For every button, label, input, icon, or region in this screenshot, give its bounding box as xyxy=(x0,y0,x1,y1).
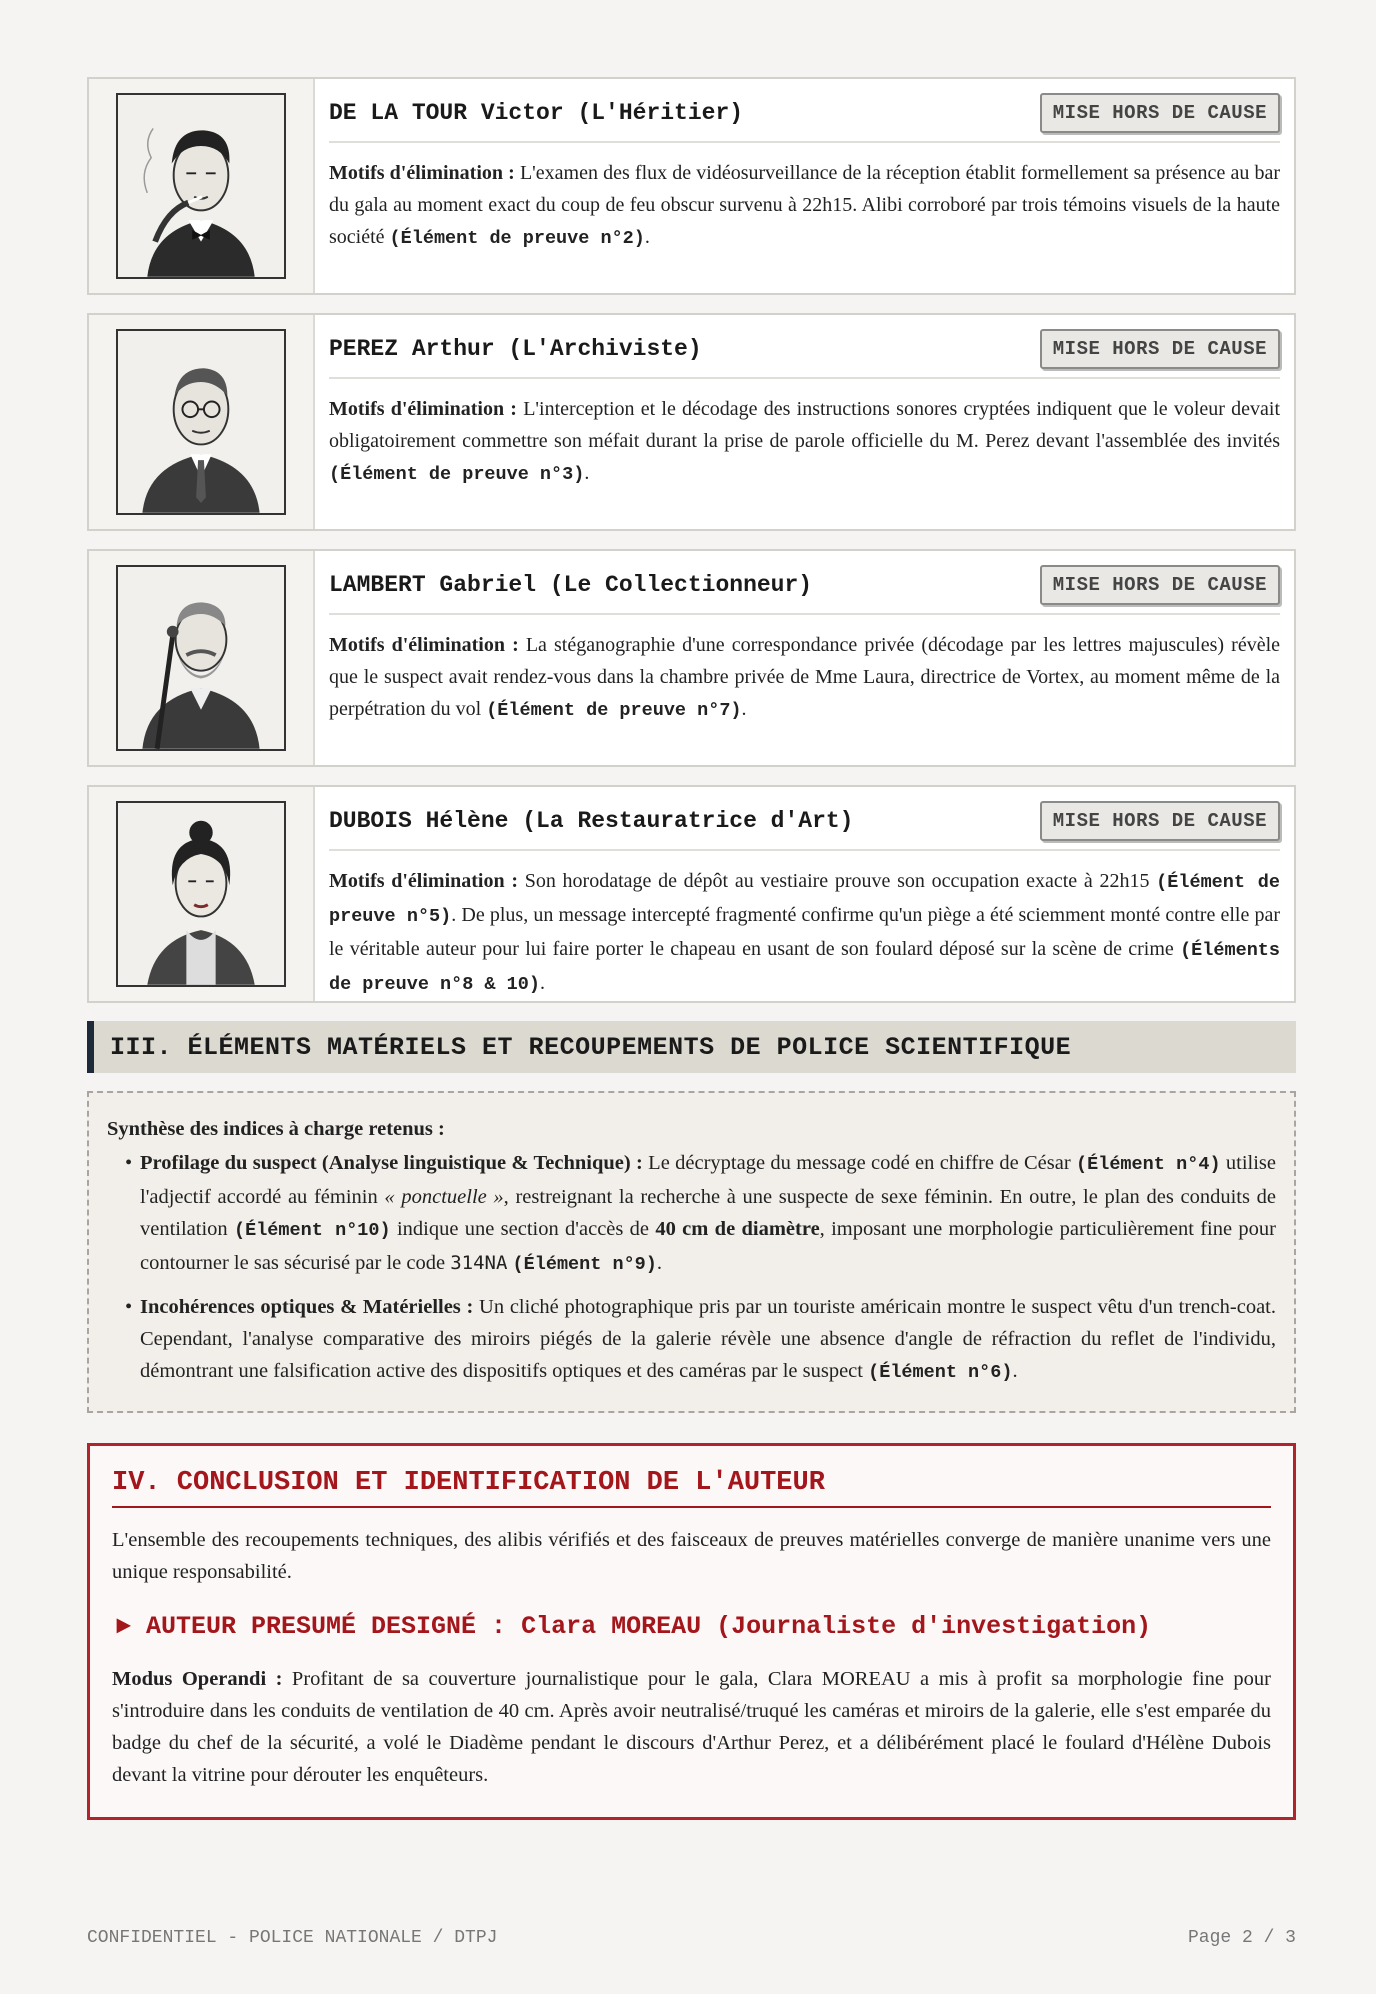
suspect-name: PEREZ Arthur (L'Archiviste) xyxy=(329,336,702,362)
photo-column xyxy=(89,551,315,765)
status-badge: MISE HORS DE CAUSE xyxy=(1040,801,1280,841)
motive-tail: . xyxy=(644,226,650,248)
suspect-header xyxy=(329,801,1280,851)
status-badge: MISE HORS DE CAUSE xyxy=(1040,93,1280,133)
motive-text: Son horodatage de dépôt au vestiaire prouve son occupation exacte à 22h15 xyxy=(517,870,1157,892)
conclusion-title: IV. CONCLUSION ET IDENTIFICATION DE L'AUTEUR xyxy=(112,1468,1271,1508)
suspect-motive xyxy=(329,157,1280,255)
section-3-title: III. ÉLÉMENTS MATÉRIELS ET RECOUPEMENTS DE POLICE SCIENTIFIQUE xyxy=(87,1021,1296,1073)
access-code: 314NA xyxy=(450,1252,508,1274)
portrait-helene-icon xyxy=(116,801,286,987)
suspect-info xyxy=(315,551,1294,765)
motive-tail: . xyxy=(539,972,545,994)
suspect-info xyxy=(315,315,1294,529)
suspect-info xyxy=(315,787,1294,1001)
photo-column xyxy=(89,787,315,1001)
suspect-card-gabriel xyxy=(87,549,1296,767)
evidence-text: Le décryptage du message codé en chiffre de César xyxy=(642,1152,1077,1174)
status-badge: MISE HORS DE CAUSE xyxy=(1040,565,1280,605)
motive-tail: . xyxy=(741,698,747,720)
photo-column xyxy=(89,79,315,293)
modus-operandi xyxy=(112,1663,1271,1791)
suspect-motive xyxy=(329,393,1280,491)
motive-tail: . xyxy=(584,462,590,484)
evidence-list xyxy=(107,1147,1276,1389)
motive-label: Motifs d'élimination : xyxy=(329,870,518,892)
evidence-ref: (Élément de preuve n°5) xyxy=(329,872,1281,927)
evidence-ref: (Élément de preuve n°7) xyxy=(486,700,742,721)
motive-text: . De plus, un message intercepté fragmenté confirme qu'un piège a été sciemment monté contre elle par le véritable auteur pour lui faire porter le chapeau en usant de son foulard déposé sur la scène de crime xyxy=(329,904,1280,960)
page-footer xyxy=(87,1928,1296,1948)
evidence-quote: « ponctuelle » xyxy=(384,1186,504,1208)
evidence-ref: (Élément n°4) xyxy=(1076,1154,1221,1175)
conclusion-box xyxy=(87,1443,1296,1820)
evidence-ref: (Élément de preuve n°3) xyxy=(329,464,585,485)
evidence-text: indique une section d'accès de xyxy=(390,1218,656,1240)
suspect-card-helene xyxy=(87,785,1296,1003)
evidence-strong: 40 cm de diamètre xyxy=(655,1218,820,1240)
designated-author: ► AUTEUR PRESUMÉ DESIGNÉ : Clara MOREAU (Journaliste d'investigation) xyxy=(116,1612,1152,1641)
evidence-text: , restreignant la recherche à une suspecte de sexe féminin. En outre, le plan des conduits de ventilation xyxy=(140,1186,1276,1240)
suspect-motive xyxy=(329,629,1280,727)
evidence-ref: (Élément n°6) xyxy=(868,1362,1013,1383)
motive-label: Motifs d'élimination : xyxy=(329,162,515,184)
suspect-name: DUBOIS Hélène (La Restauratrice d'Art) xyxy=(329,808,854,834)
footer-page-number: Page 2 / 3 xyxy=(1187,1928,1296,1948)
motive-text: L'interception et le décodage des instructions sonores cryptées indiquent que le voleur devait obligatoirement commettre son méfait durant la prise de parole officielle du M. Perez devant l'assemblée des invités xyxy=(329,398,1281,452)
evidence-label: Incohérences optiques & Matérielles : xyxy=(140,1296,474,1318)
motive-text: La stéganographie d'une correspondance privée (décodage par les lettres majuscules) révèle que le suspect avait rendez-vous dans la chambre privée de Mme Laura, directrice de Vortex, au moment même de la perpétration du vol xyxy=(329,634,1281,720)
portrait-gabriel-icon xyxy=(116,565,286,751)
suspect-card-victor xyxy=(87,77,1296,295)
motive-label: Motifs d'élimination : xyxy=(329,634,519,656)
mo-label: Modus Operandi : xyxy=(112,1668,283,1690)
evidence-label: Profilage du suspect (Analyse linguistique & Technique) : xyxy=(140,1152,643,1174)
motive-text: L'examen des flux de vidéosurveillance de la réception établit formellement sa présence au bar du gala au moment exact du coup de feu obscur survenu à 22h15. Alibi corroboré par trois témoins visuels de la haute société xyxy=(329,162,1280,248)
footer-confidential: CONFIDENTIEL - POLICE NATIONALE / DTPJ xyxy=(87,1928,498,1948)
evidence-text: , imposant une morphologie particulièrement fine pour contourner le sas sécurisé par le code xyxy=(140,1218,1276,1274)
suspect-name: LAMBERT Gabriel (Le Collectionneur) xyxy=(329,572,813,598)
suspect-header xyxy=(329,565,1280,615)
photo-column xyxy=(89,315,315,529)
synthesis-title: Synthèse des indices à charge retenus : xyxy=(107,1118,445,1140)
suspect-header xyxy=(329,329,1280,379)
portrait-arthur-icon xyxy=(116,329,286,515)
mo-text: Profitant de sa couverture journalistique pour le gala, Clara MOREAU a mis à profit sa morphologie fine pour s'introduire dans les conduits de ventilation de 40 cm. Après avoir neutralisé/truqué les caméras et miroirs de la galerie, elle s'est emparée du badge du chef de la sécurité, a volé le Diadème pendant le discours d'Arthur Perez, et a délibérément placé le foulard d'Hélène Dubois devant la vitrine pour dérouter les enquêteurs. xyxy=(112,1668,1272,1786)
motive-label: Motifs d'élimination : xyxy=(329,398,517,420)
suspect-card-arthur xyxy=(87,313,1296,531)
suspect-header xyxy=(329,93,1280,143)
evidence-text: Un cliché photographique pris par un touriste américain montre le suspect vêtu d'un trench-coat. Cependant, l'analyse comparative des miroirs piégés de la galerie révèle une absence d'angle de réfraction du reflet de l'individu, démontrant une falsification active des dispositifs optiques et des caméras par le suspect xyxy=(140,1296,1276,1382)
evidence-tail: . xyxy=(656,1252,662,1274)
evidence-ref: (Élément n°10) xyxy=(234,1220,391,1241)
evidence-ref: (Élément n°9) xyxy=(512,1254,657,1275)
evidence-tail: . xyxy=(1012,1360,1018,1382)
status-badge: MISE HORS DE CAUSE xyxy=(1040,329,1280,369)
evidence-ref: (Élément de preuve n°2) xyxy=(389,228,645,249)
report-content xyxy=(87,77,1296,1820)
evidence-synthesis-box xyxy=(87,1091,1296,1413)
suspect-info xyxy=(315,79,1294,293)
evidence-text: utilise l'adjectif accordé au féminin xyxy=(140,1152,1277,1208)
evidence-item-optics xyxy=(107,1291,1276,1389)
conclusion-intro: L'ensemble des recoupements techniques, des alibis vérifiés et des faisceaux de preuves matérielles converge de manière unanime vers une unique responsabilité. xyxy=(112,1529,1271,1583)
suspect-name: DE LA TOUR Victor (L'Héritier) xyxy=(329,100,744,126)
evidence-ref: (Éléments de preuve n°8 & 10) xyxy=(329,940,1280,995)
suspect-motive xyxy=(329,865,1280,1001)
evidence-item-profiling xyxy=(107,1147,1276,1281)
portrait-victor-icon xyxy=(116,93,286,279)
